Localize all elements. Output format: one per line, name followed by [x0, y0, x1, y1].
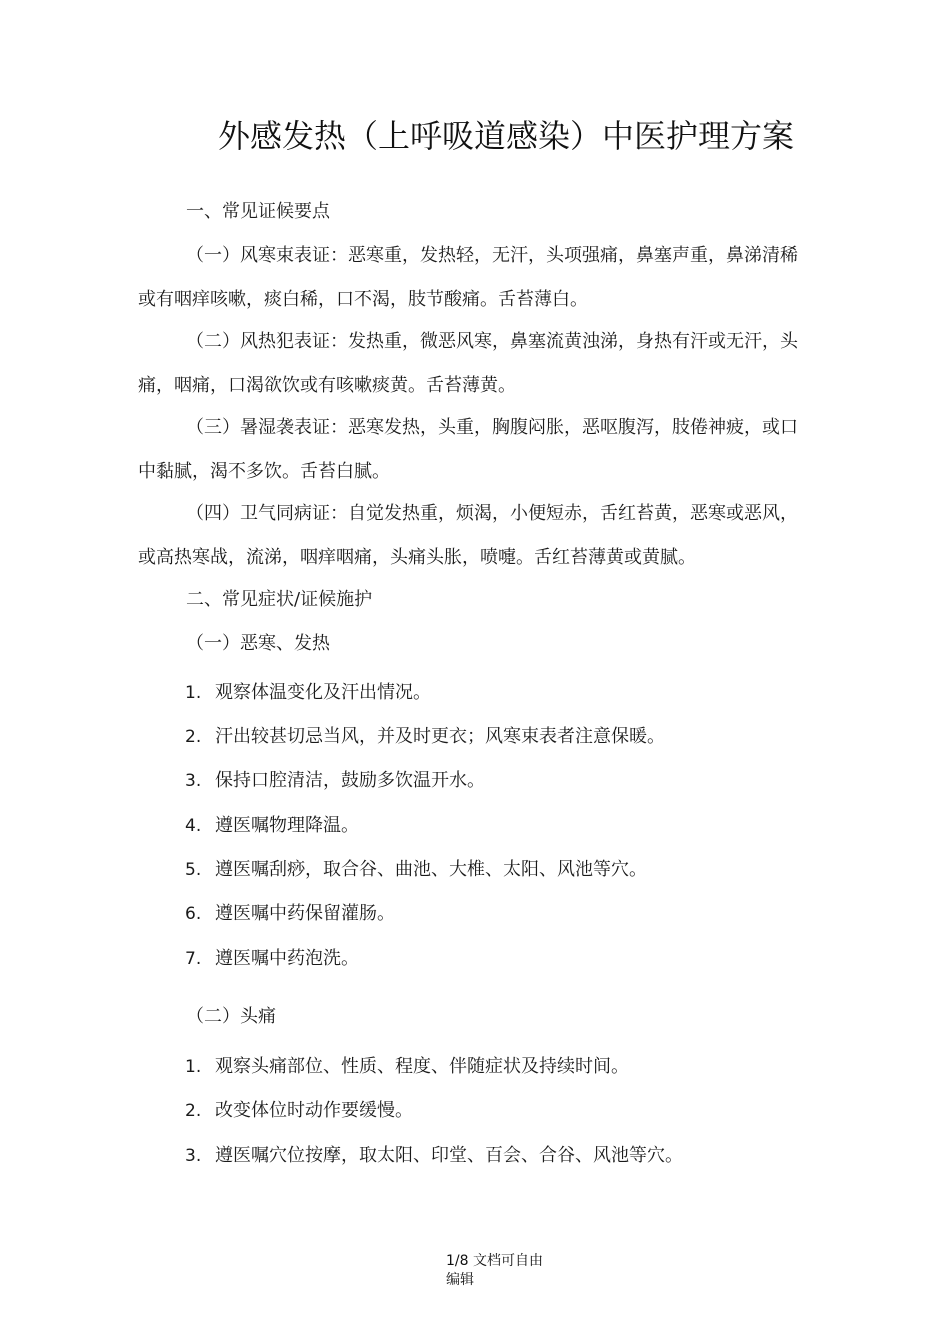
- list-text: 保持口腔清洁，鼓励多饮温开水。: [215, 770, 485, 791]
- syndrome-1-line-2: 或有咽痒咳嗽，痰白稀，口不渴，肢节酸痛。舌苔薄白。: [138, 289, 588, 310]
- list-item: [185, 767, 485, 795]
- syndrome-2-line-2: 痛，咽痛，口渴欲饮或有咳嗽痰黄。舌苔薄黄。: [138, 375, 516, 396]
- footer-page-number: 1/8 文档可自由: [446, 1253, 543, 1269]
- list-number: 6.: [185, 904, 202, 924]
- list-number: 4.: [185, 816, 202, 836]
- list-text: 遵医嘱穴位按摩，取太阳、印堂、百会、合谷、风池等穴。: [215, 1145, 683, 1166]
- section-heading-syndromes: 一、常见证候要点: [186, 201, 330, 222]
- list-item: [185, 945, 359, 973]
- list-item: [185, 723, 665, 751]
- syndrome-1-line-1: （一）风寒束表证：恶寒重，发热轻，无汗，头项强痛，鼻塞声重，鼻涕清稀: [186, 245, 798, 266]
- syndrome-2-line-1: （二）风热犯表证：发热重，微恶风寒，鼻塞流黄浊涕，身热有汗或无汗，头: [186, 331, 798, 352]
- list-number: 1.: [185, 1057, 202, 1077]
- list-text: 遵医嘱刮痧，取合谷、曲池、大椎、太阳、风池等穴。: [215, 859, 647, 880]
- list-number: 1.: [185, 683, 202, 703]
- list-text: 改变体位时动作要缓慢。: [215, 1100, 413, 1121]
- list-item: [185, 856, 647, 884]
- list-item: [185, 1053, 629, 1081]
- list-text: 观察头痛部位、性质、程度、伴随症状及持续时间。: [215, 1056, 629, 1077]
- list-number: 3.: [185, 1146, 202, 1166]
- footer-note: 编辑: [446, 1272, 474, 1288]
- syndrome-4-line-1: （四）卫气同病证：自觉发热重，烦渴，小便短赤，舌红苔黄，恶寒或恶风，: [186, 503, 798, 524]
- list-text: 遵医嘱中药泡洗。: [215, 948, 359, 969]
- subsection-heading-fever: （一）恶寒、发热: [186, 633, 330, 654]
- document-title: 外感发热（上呼吸道感染）中医护理方案: [217, 117, 794, 155]
- list-item: [185, 812, 359, 840]
- list-number: 3.: [185, 771, 202, 791]
- page-footer: [446, 1252, 543, 1290]
- list-number: 2.: [185, 1101, 202, 1121]
- syndrome-3-line-1: （三）暑湿袭表证：恶寒发热，头重，胸腹闷胀，恶呕腹泻，肢倦神疲，或口: [186, 417, 798, 438]
- subsection-heading-headache: （二）头痛: [186, 1006, 276, 1027]
- list-item: [185, 1142, 683, 1170]
- list-text: 遵医嘱物理降温。: [215, 815, 359, 836]
- list-number: 2.: [185, 727, 202, 747]
- section-heading-nursing: 二、常见症状/证候施护: [186, 589, 373, 610]
- list-item: [185, 1097, 413, 1125]
- list-item: [185, 900, 395, 928]
- syndrome-4-line-2: 或高热寒战，流涕，咽痒咽痛，头痛头胀，喷嚏。舌红苔薄黄或黄腻。: [138, 547, 696, 568]
- list-text: 观察体温变化及汗出情况。: [215, 682, 431, 703]
- syndrome-3-line-2: 中黏腻，渴不多饮。舌苔白腻。: [138, 461, 390, 482]
- list-number: 7.: [185, 949, 202, 969]
- list-text: 遵医嘱中药保留灌肠。: [215, 903, 395, 924]
- list-text: 汗出较甚切忌当风，并及时更衣；风寒束表者注意保暖。: [215, 726, 665, 747]
- list-item: [185, 679, 431, 707]
- list-number: 5.: [185, 860, 202, 880]
